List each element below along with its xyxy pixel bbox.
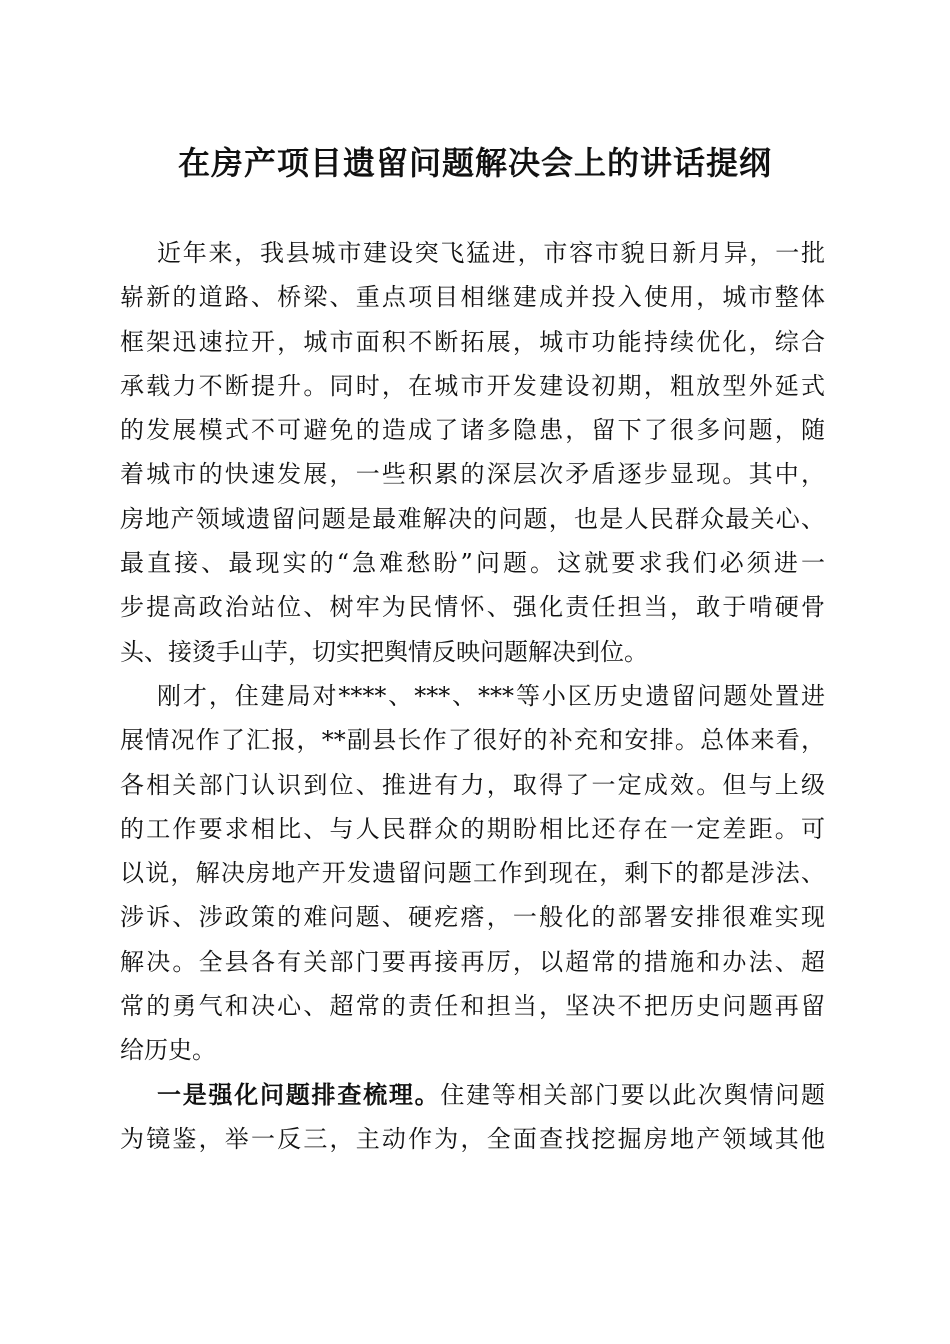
line-text: 各相关部门认识到位、推进有力，取得了一定成效。但与上级 xyxy=(120,770,825,799)
text-line xyxy=(120,452,825,496)
text-line xyxy=(120,630,825,674)
paragraph xyxy=(120,231,825,674)
text-line xyxy=(120,984,825,1028)
line-text: 头、接烫手山芋，切实把舆情反映问题解决到位。 xyxy=(120,637,648,666)
line-text: 房地产领域遗留问题是最难解决的问题，也是人民群众最关心、 xyxy=(120,504,825,533)
line-text: 近年来，我县城市建设突飞猛进，市容市貌日新月异，一批 xyxy=(157,239,825,267)
line-text: 的工作要求相比、与人民群众的期盼相比还存在一定差距。可 xyxy=(120,814,825,843)
text-line xyxy=(120,1073,825,1117)
text-line xyxy=(120,718,825,762)
line-text: 解决。全县各有关部门要再接再厉，以超常的措施和办法、超 xyxy=(120,947,825,976)
text-line xyxy=(120,541,825,585)
line-text: 刚才，住建局对****、***、***等小区历史遗留问题处置进 xyxy=(157,681,825,710)
text-line xyxy=(120,807,825,851)
line-text: 展情况作了汇报，**副县长作了很好的补充和安排。总体来看， xyxy=(120,726,825,755)
line-text: 为镜鉴，举一反三，主动作为，全面查找挖掘房地产领域其他 xyxy=(120,1124,825,1153)
paragraph xyxy=(120,674,825,1073)
line-text: 着城市的快速发展，一些积累的深层次矛盾逐步显现。其中， xyxy=(120,460,825,489)
text-line xyxy=(120,364,825,408)
text-line xyxy=(120,231,825,275)
text-line xyxy=(120,585,825,629)
line-text: 步提高政治站位、树牢为民情怀、强化责任担当，敢于啃硬骨 xyxy=(120,593,825,622)
line-text: 常的勇气和决心、超常的责任和担当，坚决不把历史问题再留 xyxy=(120,992,825,1021)
text-line xyxy=(120,895,825,939)
text-line xyxy=(120,851,825,895)
line-text: 框架迅速拉开，城市面积不断拓展，城市功能持续优化，综合 xyxy=(120,327,825,356)
line-text: 最直接、最现实的“急难愁盼”问题。这就要求我们必须进一 xyxy=(120,549,825,578)
document-title: 在房产项目遗留问题解决会上的讲话提纲 xyxy=(177,144,772,182)
text-line xyxy=(120,1117,825,1161)
line-text: 以说，解决房地产开发遗留问题工作到现在，剩下的都是涉法、 xyxy=(120,859,825,888)
text-line xyxy=(120,763,825,807)
text-line xyxy=(120,940,825,984)
text-line xyxy=(120,497,825,541)
line-text: 崭新的道路、桥梁、重点项目相继建成并投入使用，城市整体 xyxy=(120,283,825,312)
line-text: 涉诉、涉政策的难问题、硬疙瘩，一般化的部署安排很难实现 xyxy=(120,903,825,932)
text-line xyxy=(120,1028,825,1072)
line-text: 承载力不断提升。同时，在城市开发建设初期，粗放型外延式 xyxy=(120,371,825,400)
document-body xyxy=(120,231,825,1161)
text-line xyxy=(120,408,825,452)
text-line xyxy=(120,674,825,718)
line-text: 住建等相关部门要以此次舆情问题 xyxy=(440,1080,825,1109)
text-line xyxy=(120,275,825,319)
text-line xyxy=(120,320,825,364)
line-text: 给历史。 xyxy=(120,1036,216,1065)
paragraph-lead: 一是强化问题排查梳理。 xyxy=(157,1079,441,1109)
line-text: 的发展模式不可避免的造成了诸多隐患，留下了很多问题，随 xyxy=(120,416,825,445)
paragraph xyxy=(120,1073,825,1162)
